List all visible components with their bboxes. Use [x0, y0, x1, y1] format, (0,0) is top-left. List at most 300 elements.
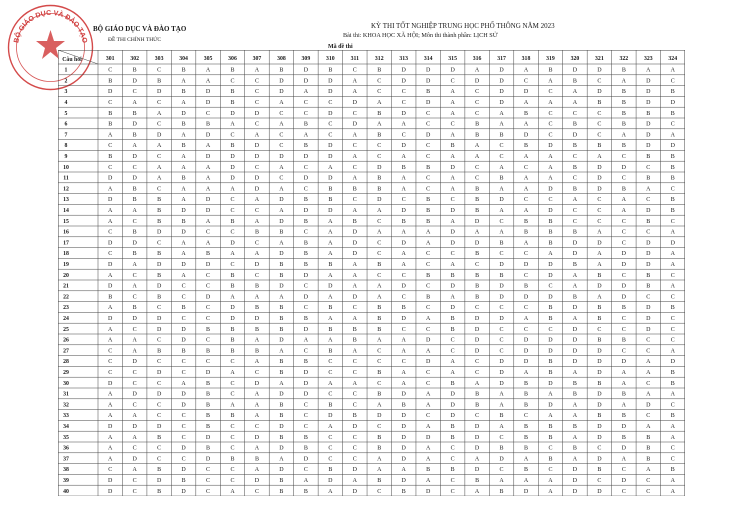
answer-cell: C [548, 89, 553, 96]
answer-cell: A [132, 208, 137, 214]
answer-cell: D [572, 67, 578, 74]
answer-cell: C [254, 89, 259, 96]
answer-cell: B [303, 251, 308, 258]
answer-cell: A [597, 262, 602, 268]
answer-cell: C [303, 164, 308, 171]
answer-cell: A [597, 154, 602, 160]
answer-cell: D [646, 326, 651, 333]
answer-cell: D [132, 456, 137, 463]
answer-cell: A [572, 402, 578, 409]
answer-cell: C [206, 467, 211, 474]
answer-cell: C [450, 456, 455, 463]
answer-cell: B [279, 326, 284, 333]
answer-cell: C [401, 359, 406, 366]
answer-cell: B [181, 348, 186, 355]
answer-cell: C [157, 100, 162, 106]
answer-cell: B [303, 240, 308, 247]
answer-cell: D [401, 391, 406, 398]
answer-cell: A [132, 283, 137, 290]
answer-cell: A [621, 370, 627, 376]
answer-cell: C [352, 434, 357, 441]
answer-cell: D [474, 445, 480, 452]
answer-cell: A [352, 132, 357, 139]
answer-cell: A [156, 110, 162, 117]
answer-cell: C [206, 272, 211, 279]
answer-cell: B [426, 197, 431, 204]
answer-cell: C [108, 359, 113, 366]
answer-cell: D [572, 305, 578, 312]
answer-cell: A [401, 154, 406, 160]
answer-cell: C [377, 78, 382, 85]
answer-cell: C [303, 467, 308, 474]
answer-cell: A [279, 240, 284, 247]
answer-cell: C [646, 380, 651, 387]
answer-cell: B [157, 434, 162, 441]
answer-cell: C [230, 208, 235, 214]
answer-cell: B [230, 272, 235, 279]
answer-cell: A [401, 175, 406, 182]
answer-cell: D [303, 456, 309, 463]
answer-cell: A [426, 229, 431, 236]
answer-cell: A [450, 186, 455, 193]
answer-cell: C [108, 467, 113, 474]
answer-cell: B [157, 488, 162, 495]
answer-cell: A [621, 132, 627, 139]
answer-cell: B [303, 359, 308, 366]
answer-cell: B [621, 110, 626, 117]
answer-cell: A [254, 294, 260, 301]
answer-cell: A [401, 262, 406, 268]
answer-cell: D [377, 197, 382, 204]
answer-cell: D [181, 208, 186, 214]
answer-cell: D [597, 434, 602, 441]
answer-cell: C [646, 488, 651, 495]
answer-cell: D [621, 164, 627, 171]
answer-cell: B [646, 175, 651, 182]
answer-cell: D [474, 348, 480, 355]
question-number: 38 [63, 467, 69, 474]
answer-cell: C [132, 294, 137, 301]
answer-cell: B [621, 305, 626, 312]
answer-cell: C [670, 272, 675, 279]
answer-cell: B [157, 78, 162, 85]
answer-cell: A [352, 272, 357, 279]
answer-cell: B [206, 251, 211, 258]
answer-cell: B [157, 218, 162, 225]
answer-cell: A [108, 445, 113, 452]
answer-cell: C [499, 218, 504, 225]
answer-cell: A [523, 67, 529, 74]
answer-cell: C [181, 413, 186, 420]
answer-cell: B [548, 316, 553, 322]
answer-cell: B [206, 402, 211, 409]
answer-cell: B [524, 143, 529, 150]
answer-cell: C [621, 467, 626, 474]
answer-cell: D [230, 240, 235, 247]
answer-cell: A [377, 456, 382, 463]
exam-code-header: 323 [643, 56, 653, 62]
answer-cell: D [499, 283, 504, 290]
answer-cell: D [572, 337, 578, 344]
answer-cell: D [303, 208, 309, 214]
answer-cell: D [328, 89, 333, 96]
answer-cell: C [426, 326, 431, 333]
answer-cell: D [254, 478, 260, 484]
exam-title: KỲ THI TỐT NGHIỆP TRUNG HỌC PHỔ THÔNG NĂM 2023 [371, 22, 555, 30]
answer-cell: D [181, 110, 186, 117]
answer-cell: B [230, 143, 235, 150]
answer-cell: D [132, 154, 137, 160]
answer-cell: C [621, 240, 626, 247]
answer-cell: D [205, 456, 211, 463]
answer-cell: D [108, 380, 113, 387]
answer-cell: A [254, 197, 260, 204]
answer-cell: A [572, 89, 578, 96]
answer-cell: A [499, 121, 504, 128]
answer-cell: C [181, 424, 186, 430]
answer-cell: B [157, 208, 162, 214]
answer-cell: B [230, 456, 235, 463]
answer-cell: C [157, 445, 162, 452]
answer-cell: B [499, 272, 504, 279]
answer-cell: A [230, 186, 235, 193]
answer-cell: C [670, 218, 675, 225]
answer-cell: B [328, 348, 333, 355]
answer-cell: A [572, 370, 578, 376]
answer-cell: B [303, 434, 308, 441]
answer-cell: C [254, 164, 259, 171]
answer-cell: B [328, 305, 333, 312]
answer-cell: B [670, 305, 675, 312]
answer-cell: D [499, 380, 504, 387]
answer-cell: B [450, 272, 455, 279]
answer-cell: B [279, 413, 284, 420]
answer-cell: B [279, 67, 284, 74]
answer-cell: D [548, 402, 553, 409]
answer-cell: C [597, 445, 602, 452]
answer-cell: C [450, 478, 455, 484]
answer-cell: A [377, 467, 382, 474]
exam-code-header: 308 [277, 56, 286, 62]
answer-cell: B [303, 197, 308, 204]
answer-cell: C [328, 445, 333, 452]
answer-cell: C [352, 445, 357, 452]
answer-cell: B [670, 89, 675, 96]
answer-cell: C [108, 164, 113, 171]
answer-cell: B [524, 380, 529, 387]
answer-cell: D [352, 424, 357, 430]
answer-cell: D [499, 262, 504, 268]
answer-cell: D [132, 316, 137, 322]
answer-cell: A [450, 359, 455, 366]
answer-cell: C [524, 326, 529, 333]
answer-cell: D [426, 100, 431, 106]
answer-cell: B [303, 262, 308, 268]
answer-cell: A [254, 251, 260, 258]
answer-cell: A [254, 218, 260, 225]
answer-cell: D [352, 240, 357, 247]
answer-cell: B [670, 175, 675, 182]
answer-cell: C [426, 143, 431, 150]
answer-cell: C [206, 283, 211, 290]
answer-cell: C [303, 348, 308, 355]
question-number: 3 [64, 89, 68, 96]
answer-cell: B [328, 326, 333, 333]
answer-cell: C [108, 67, 113, 74]
answer-cell: D [279, 78, 284, 85]
answer-cell: D [523, 359, 529, 366]
answer-cell: D [279, 467, 284, 474]
answer-cell: B [254, 456, 259, 463]
question-number: 34 [63, 424, 69, 430]
answer-cell: A [108, 456, 113, 463]
answer-cell: D [279, 337, 284, 344]
answer-cell: B [132, 197, 137, 204]
answer-cell: D [205, 434, 211, 441]
answer-cell: D [303, 272, 309, 279]
question-number: 9 [64, 154, 68, 160]
answer-cell: C [572, 208, 577, 214]
answer-cell: D [597, 89, 602, 96]
answer-cell: B [450, 424, 455, 430]
answer-cell: D [548, 262, 553, 268]
answer-cell: B [401, 488, 406, 495]
answer-cell: D [597, 186, 602, 193]
answer-cell: C [230, 197, 235, 204]
answer-cell: B [646, 445, 651, 452]
question-number: 18 [63, 251, 69, 258]
answer-cell: D [597, 391, 602, 398]
answer-cell: B [426, 208, 431, 214]
answer-cell: C [352, 391, 357, 398]
exam-code-header: 315 [448, 56, 457, 62]
answer-cell: B [426, 164, 431, 171]
answer-cell: A [279, 456, 284, 463]
answer-cell: B [572, 186, 577, 193]
answer-cell: A [279, 164, 284, 171]
answer-cell: B [230, 283, 235, 290]
answer-cell: C [499, 143, 504, 150]
answer-cell: D [303, 175, 309, 182]
answer-cell: A [670, 434, 675, 441]
exam-code-header: 317 [497, 56, 506, 62]
answer-cell: D [328, 208, 333, 214]
answer-cell: C [254, 240, 259, 247]
answer-cell: D [401, 143, 406, 150]
answer-cell: D [254, 262, 260, 268]
answer-cell: D [450, 208, 455, 214]
answer-cell: A [548, 391, 553, 398]
answer-cell: A [548, 164, 553, 171]
answer-cell: D [621, 251, 627, 258]
answer-cell: B [303, 121, 308, 128]
answer-cell: B [279, 370, 284, 376]
answer-cell: B [621, 121, 626, 128]
answer-cell: C [230, 478, 235, 484]
answer-cell: D [523, 337, 529, 344]
question-number: 31 [63, 391, 69, 398]
answer-cell: A [401, 186, 406, 193]
answer-cell: B [377, 132, 382, 139]
answer-cell: D [181, 391, 186, 398]
question-number: 32 [63, 402, 69, 409]
answer-cell: D [474, 467, 480, 474]
answer-cell: D [303, 67, 309, 74]
answer-cell: B [475, 132, 480, 139]
answer-cell: C [426, 380, 431, 387]
answer-cell: A [181, 251, 186, 258]
answer-cell: A [401, 467, 406, 474]
answer-cell: A [499, 164, 504, 171]
answer-cell: C [426, 186, 431, 193]
answer-cell: C [254, 100, 259, 106]
answer-cell: B [499, 445, 504, 452]
answer-cell: C [303, 110, 308, 117]
answer-cell: D [523, 488, 529, 495]
exam-code-header: 309 [301, 56, 311, 62]
answer-cell: A [646, 370, 651, 376]
answer-cell: B [597, 100, 602, 106]
question-number: 19 [63, 262, 69, 268]
answer-cell: C [548, 283, 553, 290]
answer-cell: D [499, 78, 504, 85]
answer-cell: D [132, 175, 137, 182]
answer-cell: D [303, 294, 309, 301]
answer-cell: A [181, 132, 186, 139]
answer-cell: C [254, 121, 259, 128]
answer-cell: B [181, 478, 186, 484]
answer-cell: C [328, 370, 333, 376]
answer-cell: D [254, 175, 260, 182]
answer-cell: A [426, 456, 431, 463]
answer-cell: A [377, 337, 382, 344]
answer-cell: A [205, 164, 211, 171]
answer-cell: A [450, 89, 455, 96]
answer-cell: D [156, 262, 162, 268]
answer-cell: A [328, 380, 333, 387]
answer-cell: D [352, 229, 357, 236]
answer-cell: A [499, 424, 504, 430]
answer-cell: C [670, 445, 675, 452]
answer-cell: A [230, 370, 235, 376]
answer-cell: C [132, 89, 137, 96]
answer-cell: C [254, 424, 259, 430]
answer-cell: D [181, 467, 186, 474]
answer-cell: C [303, 305, 308, 312]
answer-cell: B [499, 175, 504, 182]
answer-cell: C [646, 229, 651, 236]
answer-cell: B [279, 305, 284, 312]
answer-cell: B [475, 283, 480, 290]
answer-cell: B [377, 434, 382, 441]
answer-cell: C [401, 132, 406, 139]
answer-cell: C [157, 154, 162, 160]
answer-cell: D [548, 294, 553, 301]
answer-cell: C [303, 186, 308, 193]
question-number: 4 [64, 100, 68, 106]
answer-cell: D [597, 370, 602, 376]
answer-cell: B [108, 121, 113, 128]
answer-cell: D [646, 316, 651, 322]
answer-cell: D [426, 67, 431, 74]
answer-cell: C [377, 154, 382, 160]
answer-cell: A [499, 391, 504, 398]
answer-cell: D [156, 283, 162, 290]
answer-cell: C [230, 78, 235, 85]
question-number: 23 [63, 305, 69, 312]
answer-cell: D [352, 121, 357, 128]
answer-cell: D [621, 424, 627, 430]
answer-cell: D [621, 445, 627, 452]
answer-cell: C [377, 272, 382, 279]
answer-cell: C [254, 208, 259, 214]
answer-cell: D [205, 132, 211, 139]
answer-cell: C [157, 186, 162, 193]
answer-cell: B [597, 380, 602, 387]
answer-cell: C [450, 78, 455, 85]
answer-cell: B [524, 110, 529, 117]
answer-cell: D [132, 240, 137, 247]
exam-code-header: 313 [399, 56, 409, 62]
answer-cell: D [230, 316, 235, 322]
answer-cell: B [670, 208, 675, 214]
answer-cell: C [524, 164, 529, 171]
exam-code-header: 310 [326, 56, 335, 62]
answer-cell: C [426, 251, 431, 258]
answer-cell: B [572, 121, 577, 128]
answer-cell: A [548, 78, 553, 85]
answer-cell: D [646, 208, 651, 214]
answer-cell: A [597, 251, 602, 258]
answer-cell: B [181, 218, 186, 225]
answer-cell: A [572, 100, 578, 106]
answer-cell: A [352, 78, 357, 85]
answer-cell: A [181, 186, 186, 193]
answer-cell: B [524, 402, 529, 409]
answer-cell: B [548, 240, 553, 247]
answer-cell: A [279, 121, 284, 128]
answer-cell: A [328, 218, 333, 225]
answer-cell: C [572, 110, 577, 117]
answer-cell: B [132, 110, 137, 117]
answer-cell: B [572, 294, 577, 301]
question-number: 6 [64, 121, 68, 128]
answer-cell: A [328, 272, 333, 279]
answer-cell: D [108, 240, 113, 247]
answer-cell: C [548, 110, 553, 117]
answer-cell: D [156, 229, 162, 236]
answer-cell: B [279, 316, 284, 322]
answer-cell: B [181, 143, 186, 150]
answer-cell: C [352, 305, 357, 312]
answer-cell: B [206, 380, 211, 387]
answer-cell: B [377, 316, 382, 322]
answer-cell: C [621, 175, 626, 182]
answer-cell: A [303, 89, 309, 96]
answer-cell: B [206, 326, 211, 333]
answer-cell: C [597, 208, 602, 214]
answer-cell: C [426, 370, 431, 376]
answer-cell: B [621, 143, 626, 150]
answer-cell: B [377, 186, 382, 193]
answer-cell: D [108, 488, 113, 495]
answer-cell: C [646, 413, 651, 420]
answer-cell: C [303, 283, 308, 290]
answer-cell: C [377, 488, 382, 495]
answer-cell: A [352, 208, 357, 214]
answer-cell: B [548, 456, 553, 463]
answer-cell: B [426, 294, 431, 301]
